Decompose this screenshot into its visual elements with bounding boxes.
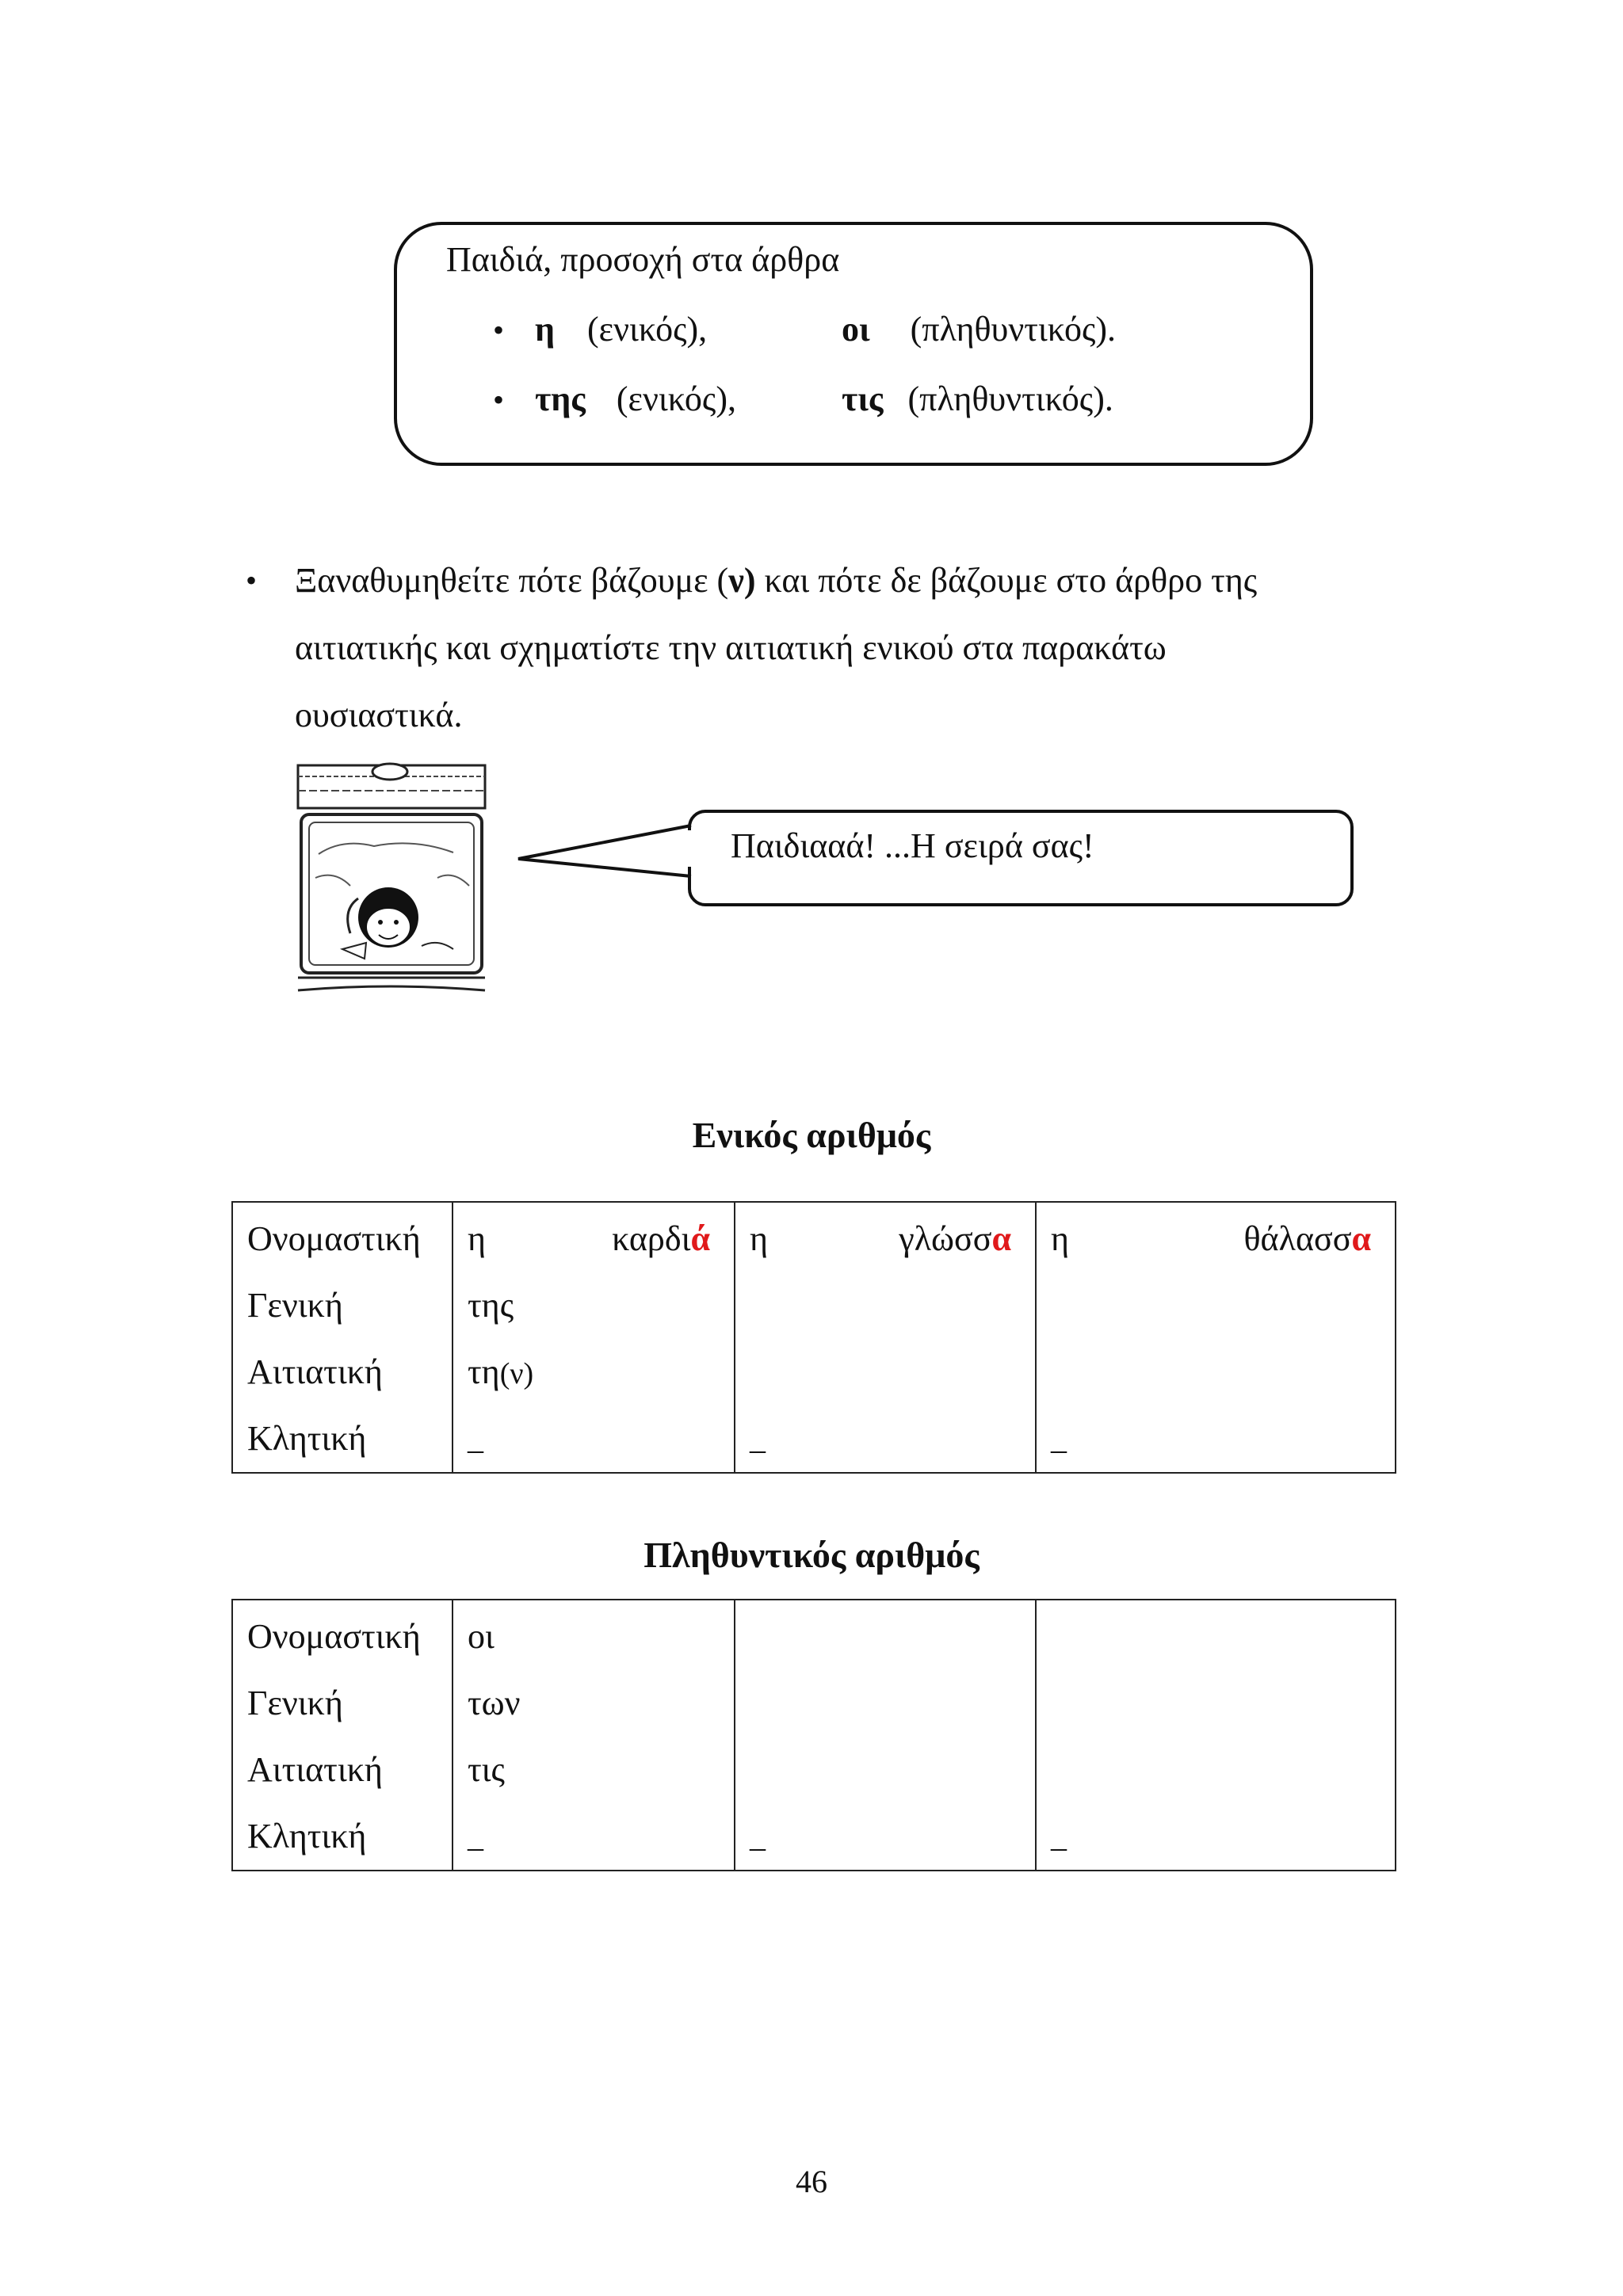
- case-label: Ονομαστική: [247, 1219, 421, 1258]
- noun: [1243, 1206, 1371, 1272]
- label-plural: (πληθυντικός).: [907, 379, 1113, 418]
- instruction-text-2: και πότε δε βάζουμε στο άρθρο της: [755, 561, 1258, 600]
- nominative-row: [750, 1206, 1035, 1272]
- note-heading: Παιδιά, προσοχή στα άρθρα: [446, 240, 840, 279]
- case-labels-cell: [232, 1600, 453, 1871]
- case-label: Αιτιατική: [247, 1750, 383, 1789]
- case-labels-cell: [232, 1202, 453, 1473]
- instruction-paragraph: [246, 547, 1395, 749]
- singular-declension-table: [231, 1201, 1396, 1474]
- noun-cell-glossa: [735, 1202, 1036, 1473]
- note-row-1: [493, 309, 707, 349]
- noun-stem: καρδι: [612, 1219, 691, 1258]
- nominative-row: [1051, 1206, 1395, 1272]
- article: η: [468, 1219, 487, 1258]
- note-row-2: [493, 379, 736, 419]
- plural-articles-cell: [453, 1600, 735, 1871]
- bullet: •: [493, 312, 505, 348]
- noun-stem: θάλασσ: [1243, 1219, 1352, 1258]
- label-singular: (ενικός),: [587, 310, 708, 349]
- vocative-blank: _: [750, 1421, 766, 1456]
- genitive-article: της: [468, 1286, 514, 1325]
- case-label: Ονομαστική: [247, 1617, 421, 1656]
- article: η: [750, 1219, 769, 1258]
- vocative-blank: _: [1051, 1818, 1067, 1854]
- plural-title: Πληθυντικός αριθμός: [643, 1535, 980, 1575]
- blank-line: [750, 1670, 1035, 1737]
- article-plural: τις: [842, 379, 884, 418]
- noun: [899, 1206, 1011, 1272]
- plural-article: οι: [468, 1617, 495, 1656]
- noun: [612, 1206, 710, 1272]
- blank-line: [1051, 1670, 1395, 1737]
- instruction-line-2: αιτιατικής και σχηματίστε την αιτιατική ενικού στα παρακάτω: [295, 628, 1167, 667]
- accusative-article: [468, 1339, 734, 1405]
- instruction-line-3: ουσιαστικά.: [295, 696, 463, 734]
- speech-bubble-text: Παιδιααά! ...Η σειρά σας!: [731, 826, 1094, 865]
- noun-cell-thalassa: [1036, 1202, 1396, 1473]
- noun-ending: ά: [690, 1219, 710, 1258]
- article-singular: η: [535, 310, 556, 349]
- label-singular: (ενικός),: [616, 379, 737, 418]
- plural-blank-cell: [1036, 1600, 1396, 1871]
- noun-ending: α: [1351, 1219, 1371, 1258]
- vocative-blank: _: [1051, 1421, 1067, 1456]
- accusative-article-base: τη: [468, 1352, 500, 1391]
- blank-line: [750, 1604, 1035, 1670]
- plural-declension-table: [231, 1599, 1396, 1871]
- bullet: •: [246, 563, 258, 598]
- blank-line: [1051, 1604, 1395, 1670]
- vocative-blank: _: [750, 1818, 766, 1854]
- case-label: Κλητική: [247, 1419, 367, 1458]
- noun-ending: α: [991, 1219, 1011, 1258]
- plural-blank-cell: [735, 1600, 1036, 1871]
- instruction-bold-n: ν): [728, 561, 756, 600]
- blank-line: [750, 1737, 1035, 1803]
- plural-article: τις: [468, 1750, 505, 1789]
- blank-line: [750, 1339, 1035, 1405]
- instruction-text-1: Ξαναθυμηθείτε πότε βάζουμε (: [295, 561, 729, 600]
- plural-article: των: [468, 1684, 521, 1722]
- blank-line: [750, 1272, 1035, 1339]
- cartoon-girl-in-bus-illustration: [295, 759, 488, 1000]
- noun-stem: γλώσσ: [899, 1219, 992, 1258]
- speech-bubble-joint-mask: [683, 824, 694, 879]
- case-label: Κλητική: [247, 1817, 367, 1855]
- note-row-2-plural: [842, 379, 1113, 419]
- vocative-blank: _: [468, 1421, 483, 1456]
- accusative-optional-n: (ν): [499, 1357, 534, 1390]
- noun-cell-kardia: [453, 1202, 735, 1473]
- case-label: Γενική: [247, 1286, 343, 1325]
- blank-line: [1051, 1737, 1395, 1803]
- blank-line: [1051, 1272, 1395, 1339]
- case-label: Αιτιατική: [247, 1352, 383, 1391]
- bullet: •: [493, 382, 505, 418]
- nominative-row: [468, 1206, 734, 1272]
- note-row-1-plural: [842, 309, 1116, 349]
- case-label: Γενική: [247, 1684, 343, 1722]
- label-plural: (πληθυντικός).: [910, 310, 1117, 349]
- vocative-blank: _: [468, 1818, 483, 1854]
- singular-title: Ενικός αριθμός: [692, 1115, 931, 1155]
- article: η: [1051, 1219, 1070, 1258]
- speech-bubble-tail: [515, 816, 697, 911]
- article-plural: οι: [842, 310, 870, 349]
- page-number: 46: [796, 2164, 827, 2199]
- article-singular: της: [535, 379, 586, 418]
- blank-line: [1051, 1339, 1395, 1405]
